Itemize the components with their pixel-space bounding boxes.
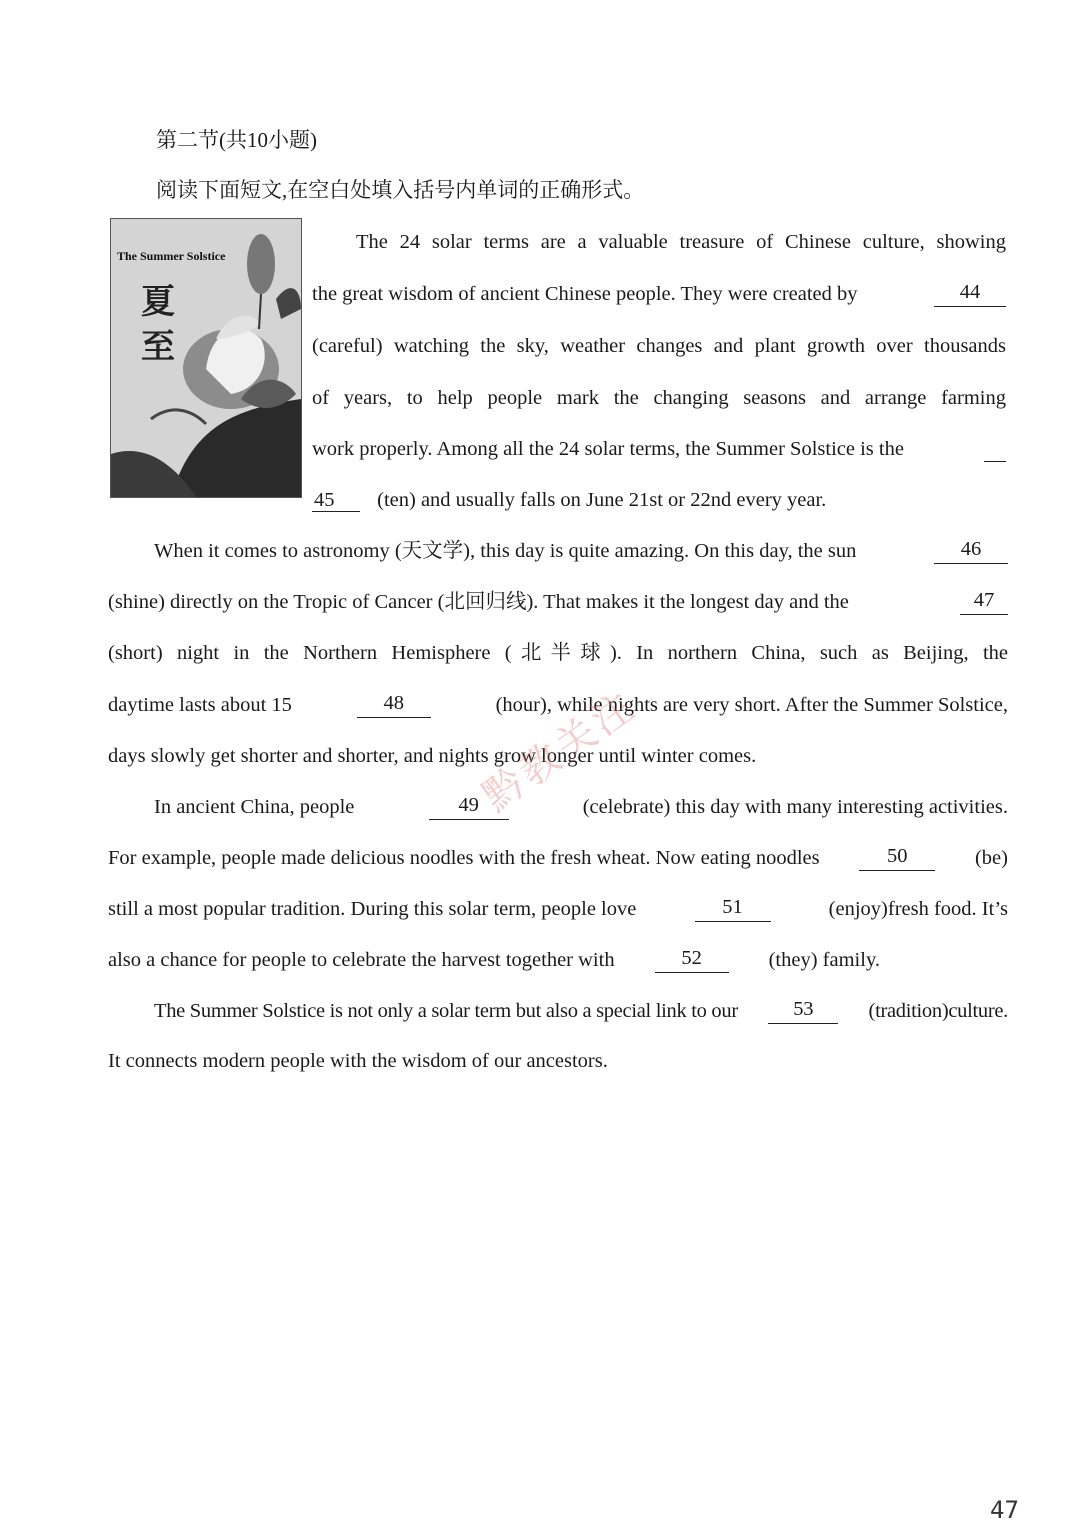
passage-text: (ten) and usually falls on June 21st or 22nd every year. (377, 489, 827, 511)
passage-text: (celebrate) this day with many interesting activities. (582, 796, 1008, 818)
blank-51[interactable]: 51 (695, 896, 771, 922)
passage-text: (tradition)culture. (868, 1000, 1008, 1022)
blank-45-start[interactable] (984, 436, 1006, 462)
passage-line: (careful) watching the sky, weather changes and plant growth over thousands (312, 335, 1006, 357)
summer-solstice-illustration (110, 218, 302, 498)
figure-caption: The Summer Solstice (117, 249, 226, 263)
blank-53[interactable]: 53 (768, 998, 838, 1024)
blank-48[interactable]: 48 (357, 692, 431, 718)
passage-line (108, 896, 1008, 922)
passage-text: When it comes to astronomy (天文学), this day is quite amazing. On this day, the sun (154, 540, 857, 562)
passage-line (312, 487, 826, 513)
passage-text: (they) family. (768, 949, 880, 971)
passage-text: daytime lasts about 15 (108, 694, 292, 716)
instruction-text: 阅读下面短文,在空白处填入括号内单词的正确形式。 (156, 178, 645, 202)
passage-line (108, 947, 880, 973)
watermark: 黔教关注 (474, 682, 646, 821)
passage-text: still a most popular tradition. During this solar term, people love (108, 898, 637, 920)
passage-line (154, 794, 1008, 820)
blank-46[interactable]: 46 (934, 538, 1008, 564)
passage-line: days slowly get shorter and shorter, and nights grow longer until winter comes. (108, 745, 757, 767)
passage-line (154, 538, 1008, 564)
passage-line (154, 998, 1008, 1024)
blank-45[interactable]: 45 (312, 489, 360, 512)
figure-char-xia: 夏 (141, 282, 175, 322)
blank-52[interactable]: 52 (655, 947, 729, 973)
section-title: 第二节(共10小题) (156, 128, 317, 152)
page-number: 47 (990, 1496, 1019, 1524)
passage-line: It connects modern people with the wisdom of our ancestors. (108, 1050, 608, 1072)
passage-text: also a chance for people to celebrate the harvest together with (108, 949, 615, 971)
passage-line (108, 845, 1008, 871)
passage-text: (hour), while nights are very short. After the Summer Solstice, (495, 694, 1008, 716)
passage-line: The 24 solar terms are a valuable treasure of Chinese culture, showing (356, 231, 1006, 253)
passage-line (108, 589, 1008, 615)
blank-47[interactable]: 47 (960, 589, 1008, 615)
passage-line (312, 436, 1006, 462)
passage-text: The Summer Solstice is not only a solar term but also a special link to our (154, 1000, 738, 1022)
blank-44[interactable]: 44 (934, 281, 1006, 307)
passage-line (312, 281, 1006, 307)
passage-text: the great wisdom of ancient Chinese people. They were created by (312, 283, 858, 305)
passage-text: (shine) directly on the Tropic of Cancer (北回归线). That makes it the longest day and the (108, 591, 849, 613)
figure-char-zhi: 至 (141, 327, 175, 367)
blank-49[interactable]: 49 (429, 794, 509, 820)
passage-text: work properly. Among all the 24 solar terms, the Summer Solstice is the (312, 438, 904, 460)
passage-text: (be) (974, 847, 1008, 869)
passage-text: For example, people made delicious noodles with the fresh wheat. Now eating noodles (108, 847, 820, 869)
passage-line: of years, to help people mark the changing seasons and arrange farming (312, 387, 1006, 409)
passage-text: (enjoy)fresh food. It’s (828, 898, 1008, 920)
passage-line: (short) night in the Northern Hemisphere (北半球). In northern China, such as Beijing, the (108, 642, 1008, 664)
blank-50[interactable]: 50 (859, 845, 935, 871)
passage-text: In ancient China, people (154, 796, 355, 818)
